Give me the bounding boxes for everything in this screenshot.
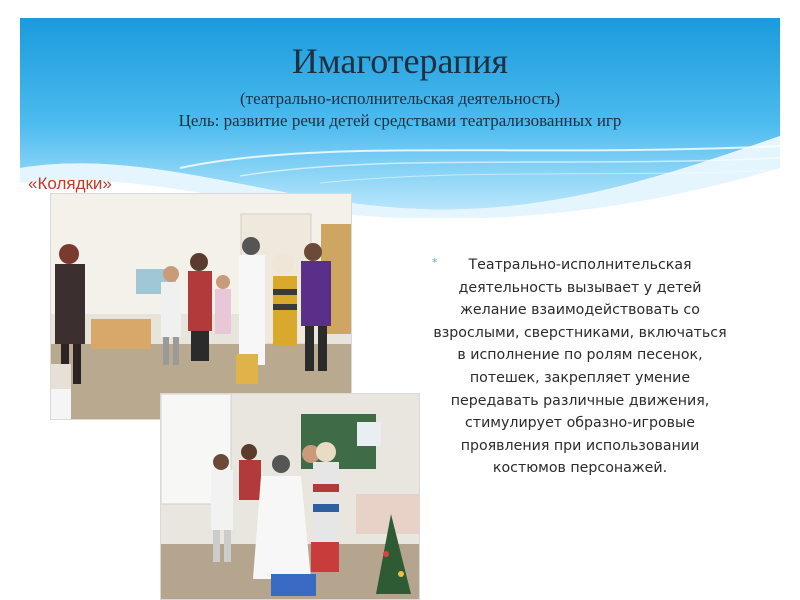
slide-title: Имаготерапия bbox=[291, 41, 509, 81]
photo-caption: «Колядки» bbox=[28, 174, 112, 193]
photo-carolers-costumes bbox=[160, 393, 420, 600]
photo-carolers-classroom bbox=[50, 193, 352, 420]
slide-goal: Цель: развитие речи детей средствами театрализованных игр bbox=[178, 111, 622, 130]
description-text: Театрально-исполнительская деятельность вызывает у детей желание взаимодействовать со взрослыми, сверстниками, включаться в исполнение по ролям песенок, потешек, закрепляет умение передавать различные движения, стимулирует образно-игровые проявления при использовании костюмов персонажей. bbox=[433, 257, 727, 477]
slide-subtitle: (театрально-исполнительская деятельность) bbox=[240, 89, 560, 108]
bullet-marker: * bbox=[432, 256, 438, 269]
